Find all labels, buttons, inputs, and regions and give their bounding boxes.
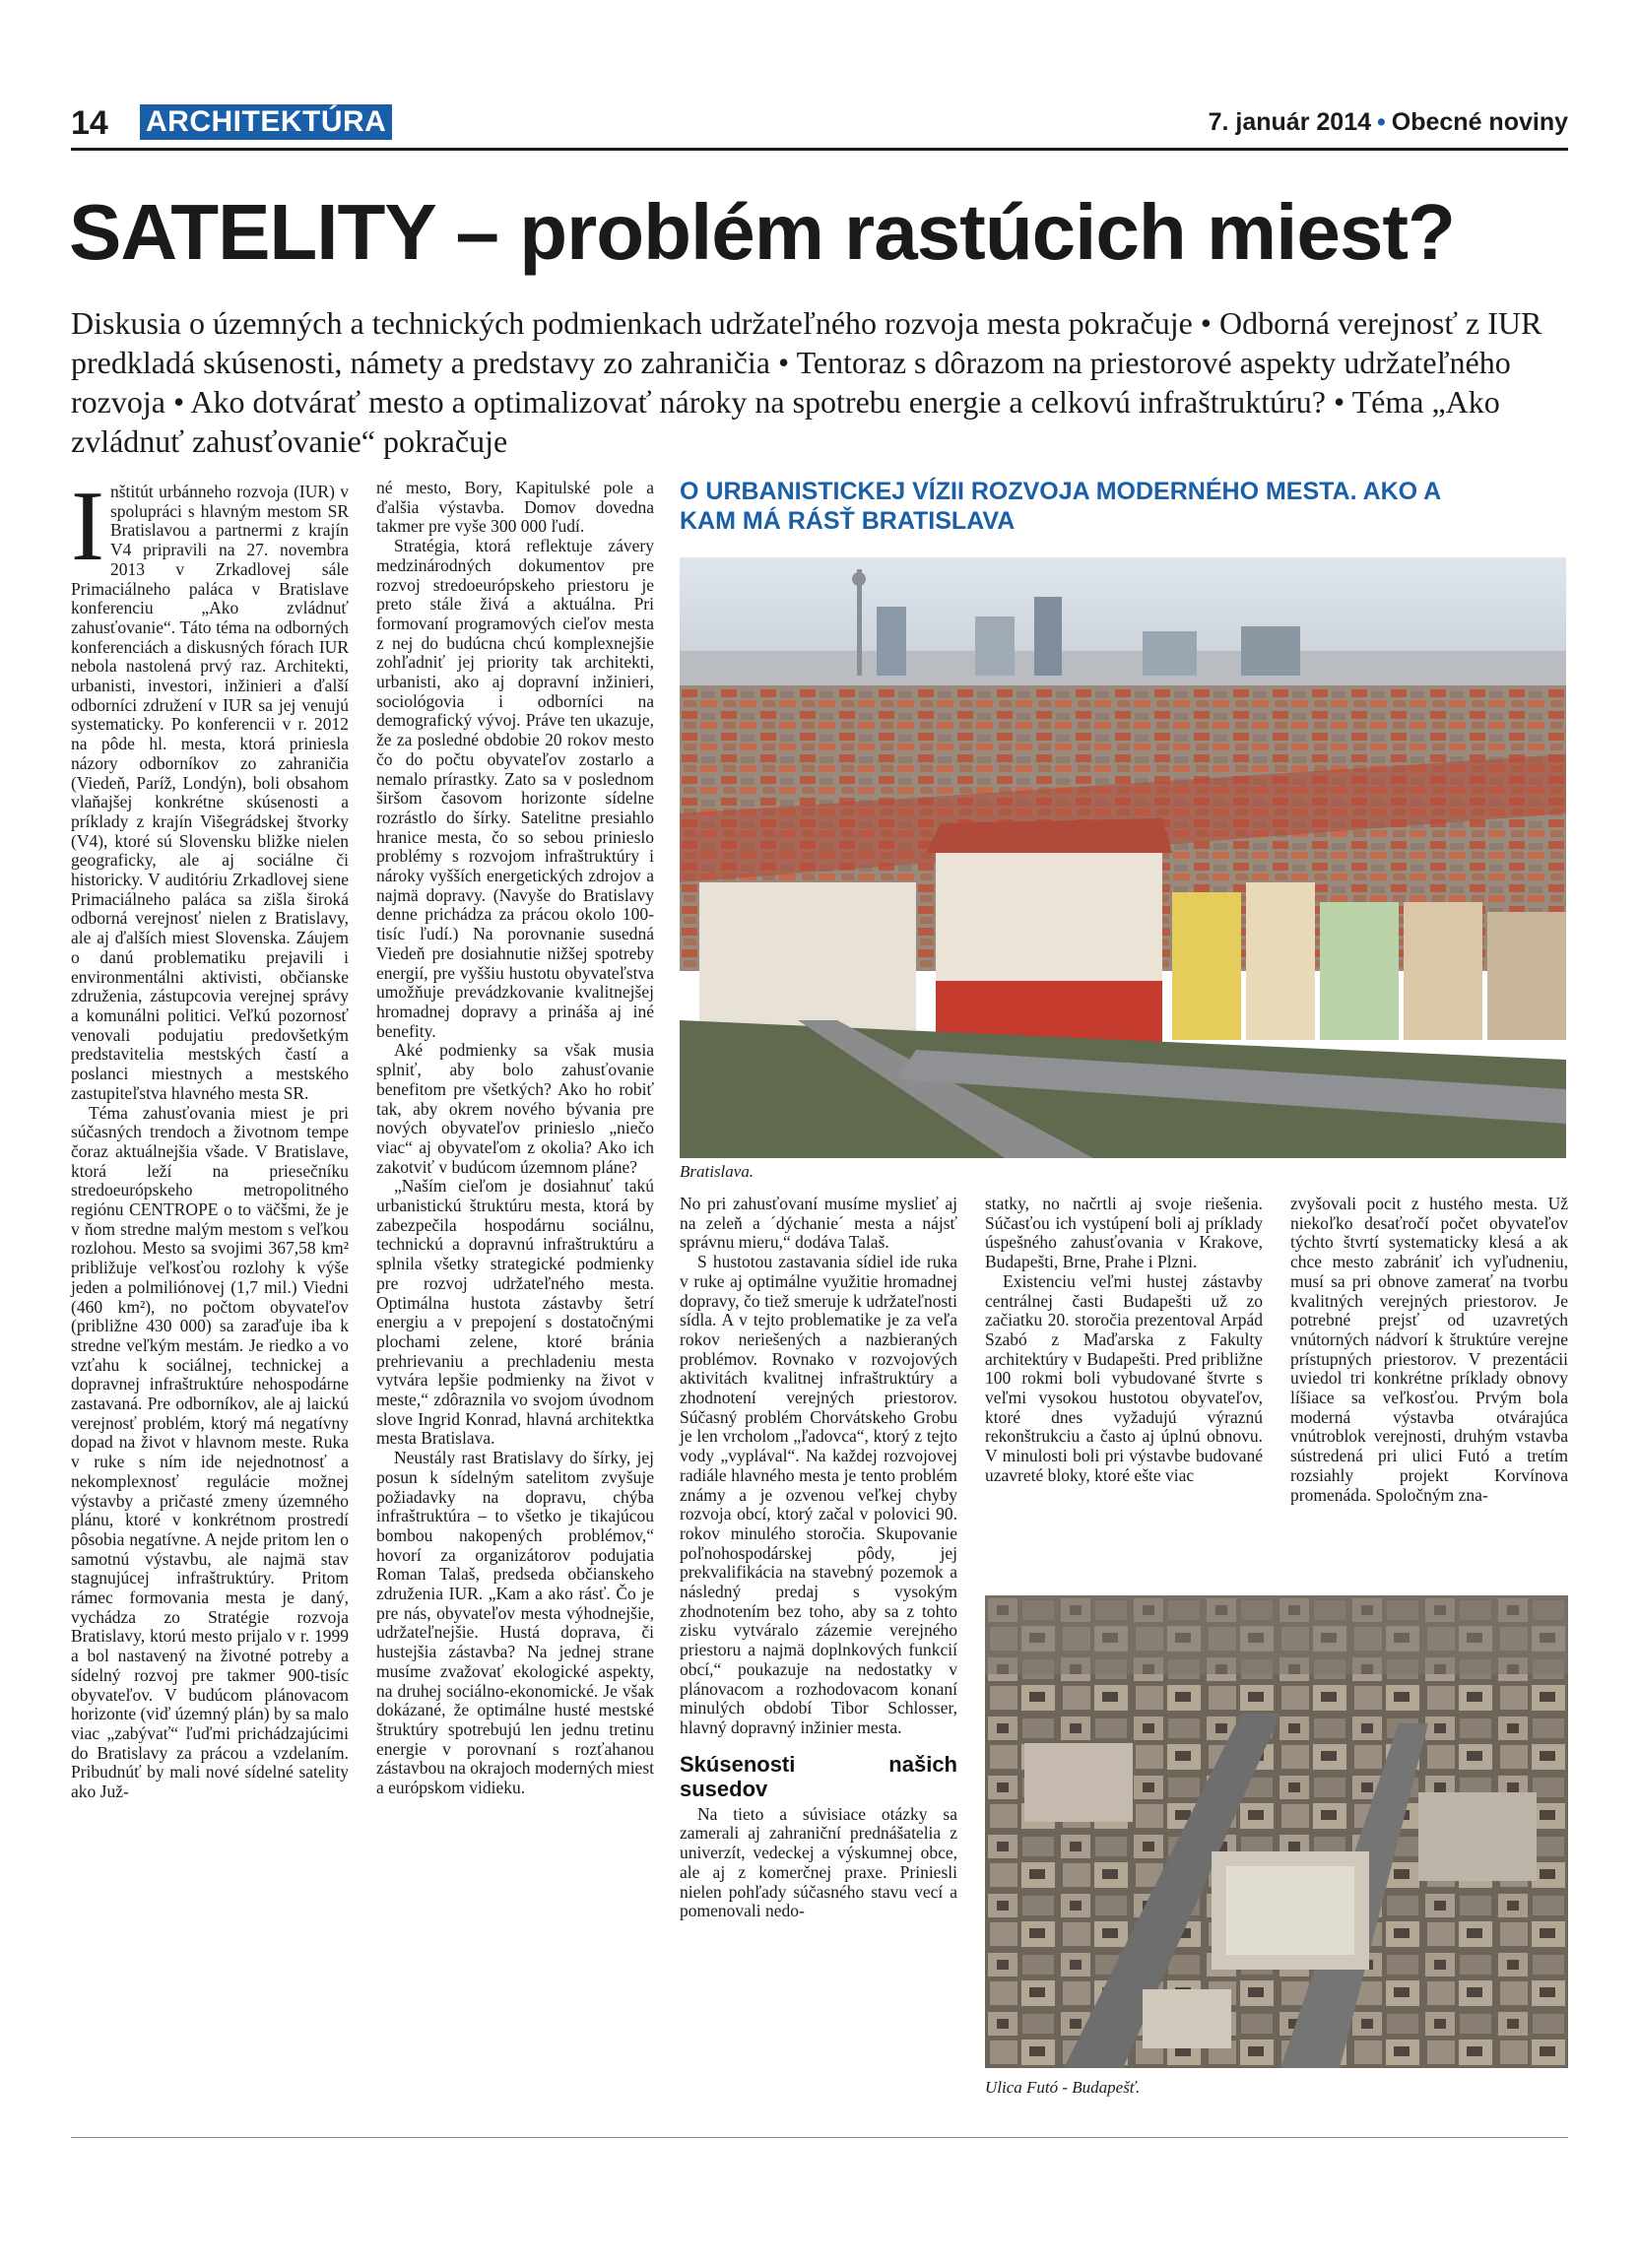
text-column-5 xyxy=(1290,1195,1568,1505)
separator-dot: • xyxy=(1377,108,1386,136)
section-label: ARCHITEKTÚRA xyxy=(140,104,392,140)
paragraph: Aké podmienky sa však musia splniť, aby bolo zahusťovanie benefitom pre všetkých? Ako ho robiť tak, aby okrem nového bývania pre nových obyvateľov prinieslo „niečo viac“ aj obyvateľom z okolia? Ako ich zakotviť v budúcom územnom pláne? xyxy=(376,1040,654,1177)
paragraph: S hustotou zastavania sídiel ide ruka v ruke aj optimálne využitie hromadnej dopravy, čo tiež smeruje k udržateľnosti sídla. A v tejto problematike je za veľa rokov neriešených a nazbieraných problémov. Rovnako v rozvojových aktivitách kvalitnej infraštruktúry a zhodnotení verejných priestorov. Súčasný problém Chorvátskeho Grobu je len vrcholom „ľadovca“, ktorý z tejto vody „vyplával“. Na každej rozvojovej radiále hlavného mesta je tento problém známy a je ozvenou veľkej chyby rozvoja obcí, ktorý začal v polovici 90. rokov minulého storočia. Skupovanie poľnohospodárskej pôdy, jej prekvalifikácia na stavebný pozemok a následný predaj s vysokým zhodnotením bez toho, aby sa z tohto zisku vytváralo zázemie verejného priestoru a najmä doplnkových funkcií obcí,“ poukazuje na nedostatky v plánovacom a rozhodovacom konaní minulých období Tibor Schlosser, hlavný dopravný inžinier mesta. xyxy=(680,1252,957,1737)
issue-date: 7. január 2014 xyxy=(1208,108,1372,136)
paragraph: „Naším cieľom je dosiahnuť takú urbanistickú štruktúru mesta, ktorá by zabezpečila hospodárnu sociálnu, technickú a dopravnú infraštruktúru a splnila všetky strategické podmienky pre rozvoj udržateľného mesta. Optimálna hustota zástavby šetrí energiu a v prepojení s dostatočnými plochami zelene, ktoré bránia prehrievaniu a prechladeniu mesta vytvára lepšie podmienky na život v meste,“ zdôraznila vo svojom úvodnom slove Ingrid Konrad, hlavná architektka mesta Bratislava. xyxy=(376,1176,654,1449)
paragraph-text: nštitút urbánneho rozvoja (IUR) v spolupráci s hlavným mestom SR Bratislavou a partnermi z krajín V4 pripravili na 27. novembra 2013 v Zrkadlovej sále Primaciálneho paláca v Bratislave konferenciu „Ako zvládnuť zahusťovanie“. Táto téma na odborných konferenciách a diskusných fórach IUR nebola nastolená prvý raz. Architekti, urbanisti, investori, inžinieri a ďalší odborníci združení v IUR sa jej venujú systematicky. Po konferencii v r. 2012 na pôde hl. mesta, ktorá priniesla názory odborníkov zo zahraničia (Viedeň, Paríž, Londýn), boli obsahom vlaňajšej konkrétne skúsenosti a príklady z krajín Višegrádskej štvorky (V4), ktoré sú Slovensku bližke nielen geograficky, ale aj sociálne či historicky. V auditóriu Zrkadlovej siene Primaciálneho paláca sa zišla široká odborná verejnosť nielen z Bratislavy, ale aj ďalších miest Slovenska. Záujem o danú problematiku prejavili i environmentálni aktivisti, občianske združenia, zástupcovia verejnej správy a komunálni politici. Veľkú pozornosť venovali podujatiu predovšetkým predstavitelia mestských častí a poslanci miestnych a mestského zastupiteľstva hlavného mesta SR. xyxy=(71,482,349,1103)
publication-name: Obecné noviny xyxy=(1391,108,1568,136)
dateline xyxy=(1209,108,1568,137)
page-header xyxy=(71,104,1568,148)
text-column-4 xyxy=(985,1195,1263,1486)
paragraph: Neustály rast Bratislavy do šírky, jej posun k sídelným satelitom zvyšuje požiadavky na dopravu, chýba infraštruktúra – to všetko je tikajúcou bombou nakopených problémov,“ hovorí za organizátorov podujatia Roman Talaš, predseda občianskeho združenia IUR. „Kam a ako rásť. Čo je pre nás, obyvateľov mesta výhodnejšie, udržateľnejšie. Hustá doprava, či hustejšia zástavba? Na jednej strane musíme zvažovať ekologické aspekty, na druhej sociálno-ekonomické. Je však dokázané, že optimálne husté mestské štruktúry spotrebujú len jednu tretinu energie v porovnaní s rozťahanou zástavbou na okrajoch moderných miest a európskom vidieku. xyxy=(376,1448,654,1798)
paragraph: zvyšovali pocit z hustého mesta. Už niekoľko desaťročí počet obyvateľov týchto štvrtí systematicky klesá a ak chce mesto zabrániť ich vyľudneniu, musí sa pri obnove zamerať na tvorbu kvalitných verejných priestorov. Je potrebné prejsť od uzavretých vnútorných nádvorí k štruktúre verejne prístupných priestorov. V prezentácii uviedol tri konkrétne príklady obnovy líšiace sa veľkosťou. Prvým bola moderná výstavba otvárajúca vnútroblok verejnosti, druhým vstavba sústredená pri ulici Futó a tretím rozsiahly projekt Korvínova promenáda. Spoločným zna- xyxy=(1290,1194,1568,1505)
text-column-1 xyxy=(71,471,349,1802)
text-column-2 xyxy=(376,479,654,1798)
article-headline: SATELITY – problém rastúcich miest? xyxy=(69,188,1455,276)
budapest-aerial-illustration xyxy=(985,1595,1568,2068)
paragraph: Na tieto a súvisiace otázky sa zamerali aj zahraniční prednášatelia z univerzít, vedeckej a výskumnej obce, ale aj z komerčnej praxe. Priniesli nielen pohľady súčasného stavu vecí a pomenovali nedo- xyxy=(680,1803,957,1921)
paragraph: Existenciu veľmi hustej zástavby centrálnej časti Budapešti už zo začiatku 20. storočia prezentoval Arpád Szabó z Maďarska z Fakulty architektúry v Budapešti. Pred približne 100 rokmi boli vybudované štvrte s veľmi vysokou hustotou obyvateľov, ktoré dnes vyžadujú výraznú rekonštrukciu a často aj úplnú obnovu. V minulosti boli pri výstavbe budované uzavreté bloky, ktoré ešte viac xyxy=(985,1270,1263,1485)
photo-caption-bratislava: Bratislava. xyxy=(680,1162,754,1181)
paragraph: No pri zahusťovaní musíme myslieť aj na zeleň a ´dýchanie´ mesta a nájsť správnu mieru,“ dodáva Talaš. xyxy=(680,1194,957,1253)
paragraph xyxy=(71,471,349,1104)
photo-caption-budapest: Ulica Futó - Budapešť. xyxy=(985,2078,1141,2097)
subheading: Skúsenosti našich susedov xyxy=(680,1751,957,1801)
drop-cap: I xyxy=(71,471,104,582)
header-rule xyxy=(71,148,1568,151)
box-title: O URBANISTICKEJ VÍZII ROZVOJA MODERNÉHO MESTA. AKO A KAM MÁ RÁSŤ BRATISLAVA xyxy=(680,478,1441,535)
paragraph: Stratégia, ktorá reflektuje závery medzinárodných dokumentov pre rozvoj stredoeurópskeho priestoru je preto stále živá a aktuálna. Pri formovaní programových cieľov mesta z nej do budúcna chcú komplexnejšie zohľadniť jej priority tak architekti, urbanisti, ako aj dopravní inžinieri, sociológovia i odborníci na demografický vývoj. Práve ten ukazuje, že za posledné obdobie 20 rokov mesto čo do počtu obyvateľov zostarlo a nemalo prírastky. Zato sa v poslednom širšom časovom horizonte sídelne rozrástlo do šírky. Satelitne presiahlo hranice mesta, čo so sebou prinieslo problémy s rozvojom infraštruktúry i nároky vyšších energetických zdrojov a najmä dopravy. (Navyše do Bratislavy denne prichádza za prácou okolo 100-tisíc ľudí.) Na porovnanie susedná Viedeň pre dosiahnutie nižšej spotreby energií, pre vyššiu hustotu obyvateľstva umožňuje prevádzkovanie kvalitnejšej hromadnej dopravy a prináša aj iné benefity. xyxy=(376,536,654,1041)
photo-bratislava xyxy=(680,557,1566,1158)
photo-budapest xyxy=(985,1595,1568,2068)
text-column-3 xyxy=(680,1195,957,1921)
city-aerial-illustration xyxy=(680,557,1566,1158)
article-deck: Diskusia o územných a technických podmienkach udržateľného rozvoja mesta pokračuje • Odborná verejnosť z IUR predkladá skúsenosti, námety a predstavy zo zahraničia • Tentoraz s dôrazom na priestorové aspekty udržateľného rozvoja • Ako dotvárať mesto a optimalizovať nároky na spotrebu energie a celkovú infraštruktúru? • Téma „Ako zvládnuť zahusťovanie“ pokračuje xyxy=(71,305,1542,459)
paragraph: Téma zahusťovania miest je pri súčasných trendoch a životnom tempe čoraz aktuálnejšia všade. V Bratislave, ktorá leží na priesečníku stredoeurópskeho metropolitného regiónu CENTROPE o to väčšmi, že je v ňom stredne malým mestom s veľkou rozlohou. Mesto sa svojimi 367,58 km² približuje veľkosťou rozlohy k výše jeden a polmiliónovej (1,7 mil.) Viedni (460 km²), no počtom obyvateľov (približne 430 000) sa zaraďuje iba k stredne veľkým mestám. Je riedko a vo vzťahu k sociálnej, technickej a dopravnej infraštruktúre nehospodárne zastavaná. Pre odborníkov, ale aj laickú verejnosť problém, ktorý má negatívny dopad na život v hlavnom meste. Ruka v ruke s ním ide nejednotnosť a nekomplexnosť regulácie možnej výstavby a pričasté zmeny územného plánu, ktoré v konkrétnom prostredí pôsobia negatívne. A nejde pritom len o samotnú výstavbu, ale najmä stav stagnujúcej infraštruktúry. Pritom rámec formovania mesta je daný, vychádza zo Stratégie rozvoja Bratislavy, ktorú mesto prijalo v r. 1999 a bol nastavený na životné potreby a sídelný rozvoj pre takmer 900-tisíc obyvateľov. V budúcom plánovacom horizonte (viď územný plán) by sa malo viac „zabývať“ ľuďmi prichádzajúcimi do Bratislavy za prácou a vzdelaním. Pribudnúť by mali nové sídelné satelity ako Juž- xyxy=(71,1102,349,1802)
paragraph: statky, no načrtli aj svoje riešenia. Súčasťou ich vystúpení boli aj príklady úspešného zahusťovania v Krakove, Budapešti, Brne, Prahe i Plzni. xyxy=(985,1194,1263,1272)
page-number: 14 xyxy=(71,104,108,142)
paragraph: né mesto, Bory, Kapitulské pole a ďalšia výstavba. Domov dovedna takmer pre vyše 300 000 ľudí. xyxy=(376,478,654,537)
footer-rule xyxy=(71,2137,1568,2138)
